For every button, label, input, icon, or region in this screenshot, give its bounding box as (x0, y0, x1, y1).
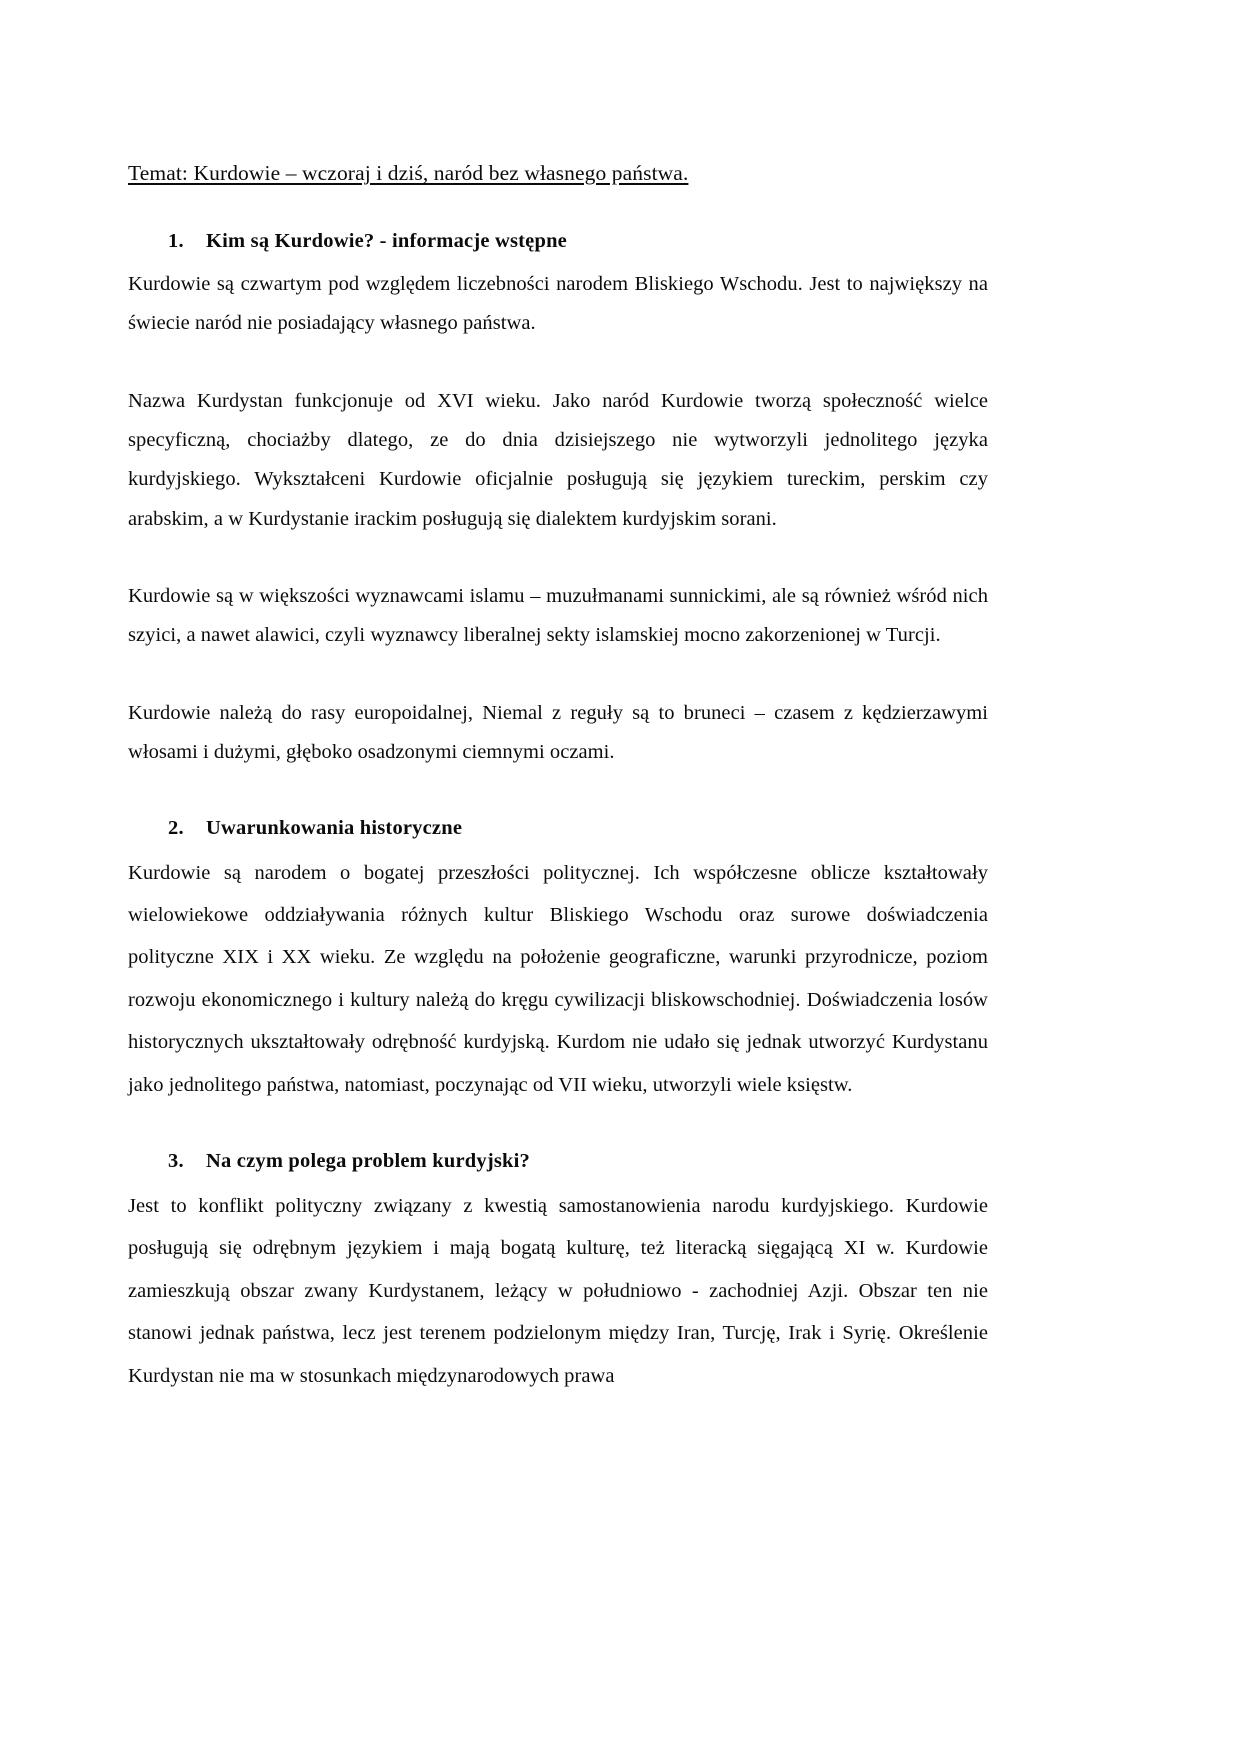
paragraph-spacer (128, 539, 988, 577)
section-number-2: 2. (168, 816, 184, 839)
section-heading-3 (128, 1150, 988, 1173)
document-title: Temat: Kurdowie – wczoraj i dziś, naród bez własnego państwa. (128, 161, 689, 185)
document-body (128, 160, 988, 1397)
paragraph-2-1: Kurdowie są narodem o bogatej przeszłości politycznej. Ich współczesne oblicze kształtowały wielowiekowe oddziaływania różnych kultur Bliskiego Wschodu oraz surowe doświadczenia polityczne XIX i XX wieku. Ze względu na położenie geograficzne, warunki przyrodnicze, poziom rozwoju ekonomicznego i kultury należą do kręgu cywilizacji bliskowschodniej. Doświadczenia losów historycznych ukształtowały odrębność kurdyjską. Kurdom nie udało się jednak utworzyć Kurdystanu jako jednolitego państwa, natomiast, poczynając od VII wieku, utworzyli wiele księstw. (128, 861, 988, 1096)
section-title-1: Kim są Kurdowie? - informacje wstępne (206, 229, 567, 252)
paragraph-1-2: Nazwa Kurdystan funkcjonuje od XVI wieku. Jako naród Kurdowie tworzą społeczność wielce specyficzną, chociażby dlatego, ze do dnia dzisiejszego nie wytworzyli jednolitego języka kurdyjskiego. Wykształceni Kurdowie oficjalnie posługują się językiem tureckim, perskim czy arabskim, a w Kurdystanie irackim posługują się dialektem kurdyjskim sorani. (128, 389, 988, 530)
paragraph-3-1: Jest to konflikt polityczny związany z kwestią samostanowienia narodu kurdyjskiego. Kurdowie posługują się odrębnym językiem i mają bogatą kulturę, też literacką sięgającą XI w. Kurdowie zamieszkują obszar zwany Kurdystanem, leżący w południowo - zachodniej Azji. Obszar ten nie stanowi jednak państwa, lecz jest terenem podzielonym między Iran, Turcję, Irak i Syrię. Określenie Kurdystan nie ma w stosunkach międzynarodowych prawa (128, 1195, 988, 1387)
section-number-3: 3. (168, 1150, 184, 1173)
section-heading-1 (128, 230, 988, 253)
section-spacer (128, 773, 988, 817)
paragraph-1-3: Kurdowie są w większości wyznawcami islamu – muzułmanami sunnickimi, ale są również wśród nich szyici, a nawet alawici, czyli wyznawcy liberalnej sekty islamskiej mocno zakorzenionej w Turcji. (128, 585, 988, 647)
section-spacer (128, 1106, 988, 1150)
paragraph-spacer (128, 656, 988, 694)
paragraph-1-4: Kurdowie należą do rasy europoidalnej, Niemal z reguły są to bruneci – czasem z kędzierzawymi włosami i dużymi, głęboko osadzonymi ciemnymi oczami. (128, 701, 988, 764)
section-title-2: Uwarunkowania historyczne (206, 816, 463, 839)
paragraph-spacer (128, 344, 988, 382)
section-heading-2 (128, 817, 988, 840)
section-title-3: Na czym polega problem kurdyjski? (206, 1150, 530, 1173)
paragraph-1-1: Kurdowie są czwartym pod względem liczebności narodem Bliskiego Wschodu. Jest to największy na świecie naród nie posiadający własnego państwa. (128, 272, 988, 335)
section-number-1: 1. (168, 229, 184, 252)
